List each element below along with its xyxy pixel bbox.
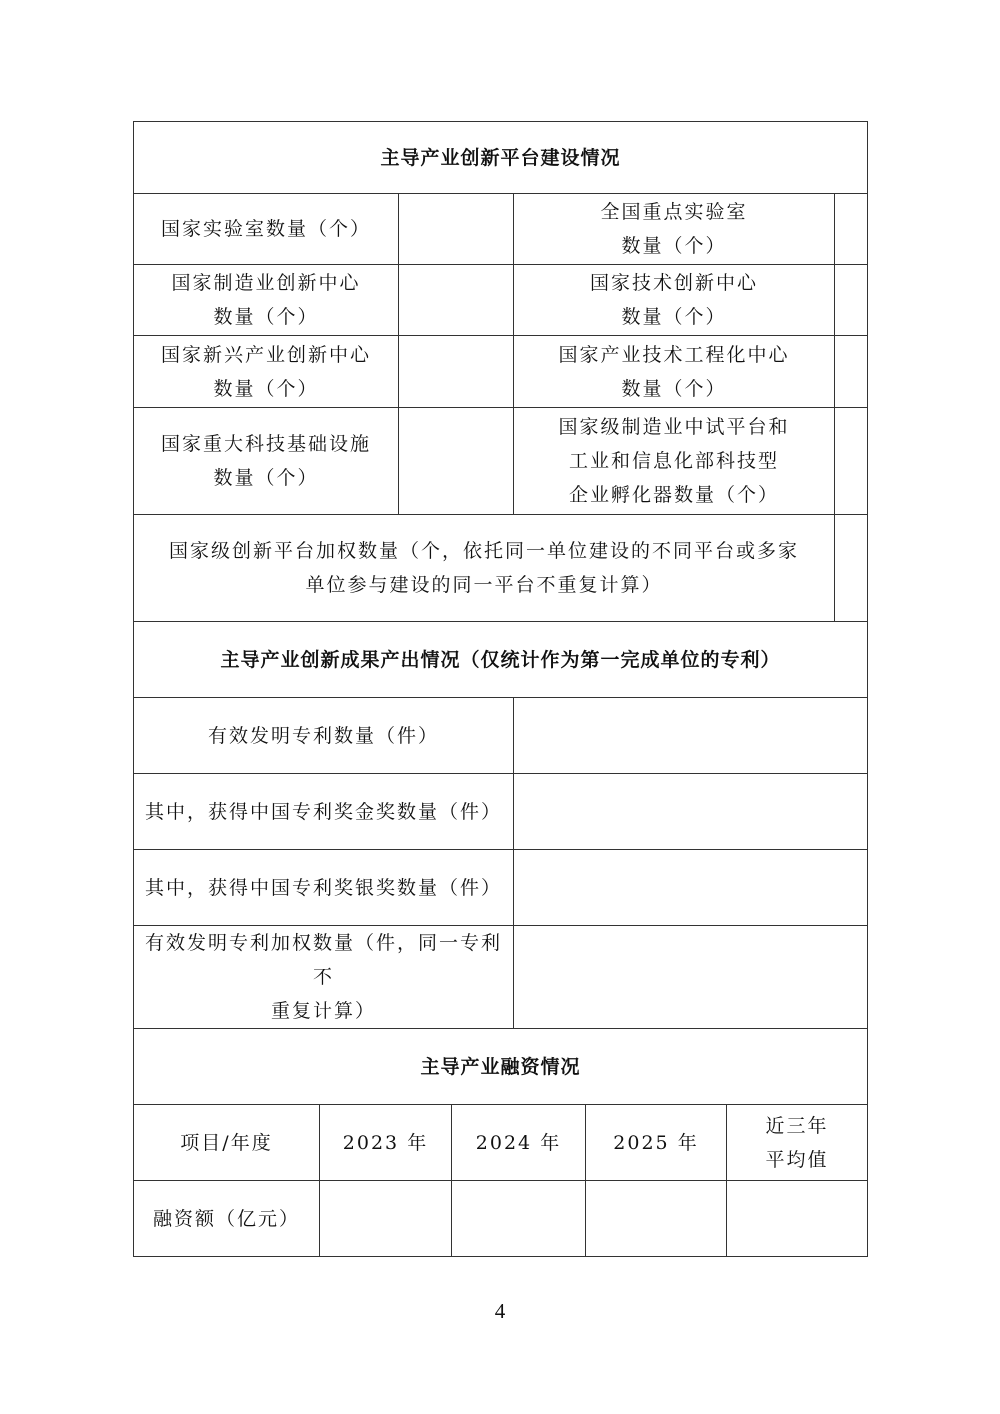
weighted-platform-value-cell[interactable] xyxy=(835,515,868,622)
patent-label-cell: 有效发明专利加权数量（件，同一专利不 重复计算） xyxy=(134,926,514,1029)
platform-label-cell: 国家重大科技基础设施 数量（个） xyxy=(134,408,399,515)
platform-value-cell[interactable] xyxy=(835,336,868,408)
patent-section-title: 主导产业创新成果产出情况（仅统计作为第一完成单位的专利） xyxy=(134,622,868,698)
platform-label-cell: 国家新兴产业创新中心 数量（个） xyxy=(134,336,399,408)
platform-value-cell[interactable] xyxy=(399,408,514,515)
patent-value-cell[interactable] xyxy=(514,774,868,850)
platform-value-cell[interactable] xyxy=(835,194,868,265)
platform-label-cell: 全国重点实验室 数量（个） xyxy=(514,194,835,265)
patent-label-cell: 其中，获得中国专利奖金奖数量（件） xyxy=(134,774,514,850)
financing-value-cell[interactable] xyxy=(727,1181,868,1257)
financing-value-cell[interactable] xyxy=(452,1181,586,1257)
financing-section-title: 主导产业融资情况 xyxy=(134,1029,868,1105)
weighted-platform-label: 国家级创新平台加权数量（个，依托同一单位建设的不同平台或多家 单位参与建设的同一平台不重复计算） xyxy=(134,515,835,622)
platform-label-cell: 国家制造业创新中心 数量（个） xyxy=(134,265,399,336)
financing-header-year: 2023 年 xyxy=(320,1105,452,1181)
financing-value-cell[interactable] xyxy=(320,1181,452,1257)
platform-value-cell[interactable] xyxy=(835,265,868,336)
data-form-table xyxy=(133,121,868,1257)
financing-value-cell[interactable] xyxy=(586,1181,727,1257)
platform-label-cell: 国家产业技术工程化中心 数量（个） xyxy=(514,336,835,408)
financing-header-year: 2025 年 xyxy=(586,1105,727,1181)
patent-value-cell[interactable] xyxy=(514,926,868,1029)
financing-header-average: 近三年 平均值 xyxy=(727,1105,868,1181)
financing-header-item: 项目/年度 xyxy=(134,1105,320,1181)
platform-value-cell[interactable] xyxy=(835,408,868,515)
platform-value-cell[interactable] xyxy=(399,194,514,265)
platform-value-cell[interactable] xyxy=(399,265,514,336)
financing-row-label: 融资额（亿元） xyxy=(134,1181,320,1257)
platform-value-cell[interactable] xyxy=(399,336,514,408)
platform-section-title: 主导产业创新平台建设情况 xyxy=(134,122,868,194)
page-number: 4 xyxy=(494,1299,506,1323)
platform-label-cell: 国家技术创新中心 数量（个） xyxy=(514,265,835,336)
patent-label-cell: 有效发明专利数量（件） xyxy=(134,698,514,774)
platform-label-cell: 国家级制造业中试平台和 工业和信息化部科技型 企业孵化器数量（个） xyxy=(514,408,835,515)
platform-label-cell: 国家实验室数量（个） xyxy=(134,194,399,265)
financing-header-year: 2024 年 xyxy=(452,1105,586,1181)
patent-value-cell[interactable] xyxy=(514,698,868,774)
patent-value-cell[interactable] xyxy=(514,850,868,926)
patent-label-cell: 其中，获得中国专利奖银奖数量（件） xyxy=(134,850,514,926)
